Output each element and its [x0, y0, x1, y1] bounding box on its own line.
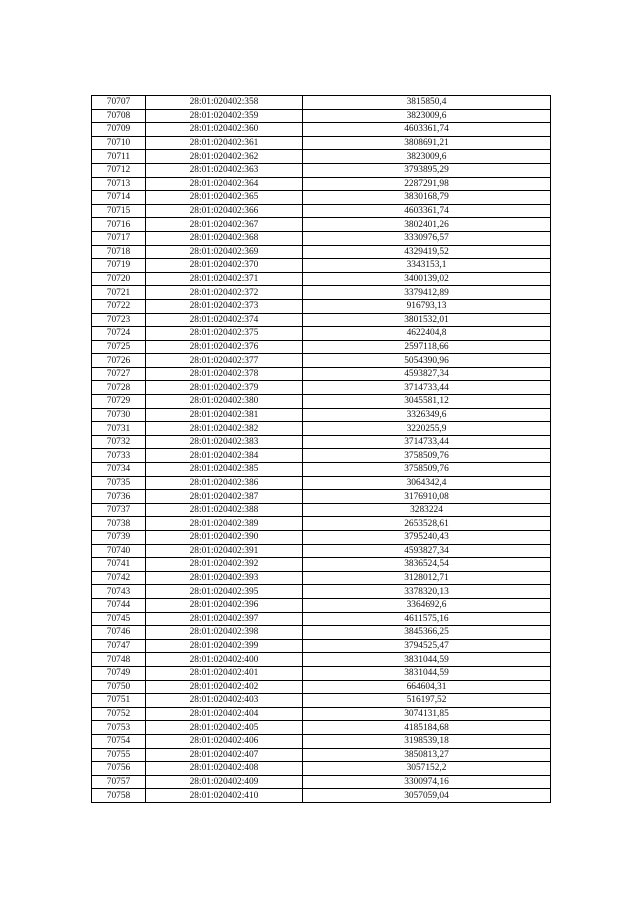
row-number-cell: 70736: [92, 490, 146, 504]
row-number-cell: 70710: [92, 136, 146, 150]
cadastral-value-cell: 3793895,29: [303, 163, 551, 177]
table-row: [92, 694, 551, 708]
cadastral-value-cell: 5054390,96: [303, 354, 551, 368]
cadastral-value-cell: 3220255,9: [303, 422, 551, 436]
table-row: [92, 422, 551, 436]
cadastral-number-cell: 28:01:020402:397: [146, 612, 303, 626]
cadastral-value-cell: 4603361,74: [303, 123, 551, 137]
cadastral-number-cell: 28:01:020402:391: [146, 544, 303, 558]
table-row: [92, 313, 551, 327]
cadastral-value-cell: 664604,31: [303, 680, 551, 694]
cadastral-number-cell: 28:01:020402:396: [146, 598, 303, 612]
table-row: [92, 435, 551, 449]
cadastral-number-cell: 28:01:020402:393: [146, 571, 303, 585]
cadastral-value-cell: 2287291,98: [303, 177, 551, 191]
cadastral-value-cell: 3128012,71: [303, 571, 551, 585]
row-number-cell: 70732: [92, 435, 146, 449]
table-row: [92, 490, 551, 504]
row-number-cell: 70737: [92, 503, 146, 517]
table-row: [92, 558, 551, 572]
cadastral-value-cell: 4329419,52: [303, 245, 551, 259]
cadastral-number-cell: 28:01:020402:364: [146, 177, 303, 191]
cadastral-value-cell: 3714733,44: [303, 435, 551, 449]
cadastral-number-cell: 28:01:020402:385: [146, 463, 303, 477]
table-row: [92, 626, 551, 640]
table-row: [92, 612, 551, 626]
cadastral-number-cell: 28:01:020402:369: [146, 245, 303, 259]
table-row: [92, 748, 551, 762]
table-row: [92, 191, 551, 205]
table-row: [92, 517, 551, 531]
cadastral-number-cell: 28:01:020402:409: [146, 775, 303, 789]
cadastral-number-cell: 28:01:020402:380: [146, 395, 303, 409]
cadastral-number-cell: 28:01:020402:381: [146, 408, 303, 422]
cadastral-value-cell: 4611575,16: [303, 612, 551, 626]
row-number-cell: 70744: [92, 598, 146, 612]
cadastral-number-cell: 28:01:020402:371: [146, 272, 303, 286]
table-row: [92, 259, 551, 273]
table-row: [92, 367, 551, 381]
cadastral-number-cell: 28:01:020402:376: [146, 340, 303, 354]
cadastral-value-cell: 3057152,2: [303, 762, 551, 776]
table-row: [92, 734, 551, 748]
table-row: [92, 653, 551, 667]
cadastral-value-cell: 3815850,4: [303, 96, 551, 110]
cadastral-number-cell: 28:01:020402:400: [146, 653, 303, 667]
row-number-cell: 70726: [92, 354, 146, 368]
cadastral-value-cell: 2597118,66: [303, 340, 551, 354]
table-row: [92, 762, 551, 776]
table-row: [92, 408, 551, 422]
cadastral-value-cell: 3378320,13: [303, 585, 551, 599]
row-number-cell: 70729: [92, 395, 146, 409]
table-row: [92, 286, 551, 300]
cadastral-value-cell: 3831044,59: [303, 666, 551, 680]
cadastral-number-cell: 28:01:020402:370: [146, 259, 303, 273]
cadastral-value-cell: 3830168,79: [303, 191, 551, 205]
row-number-cell: 70746: [92, 626, 146, 640]
cadastral-value-cell: 4603361,74: [303, 204, 551, 218]
row-number-cell: 70747: [92, 639, 146, 653]
table-row: [92, 544, 551, 558]
row-number-cell: 70743: [92, 585, 146, 599]
cadastral-value-cell: 4593827,34: [303, 367, 551, 381]
cadastral-value-cell: 3845366,25: [303, 626, 551, 640]
cadastral-number-cell: 28:01:020402:407: [146, 748, 303, 762]
cadastral-number-cell: 28:01:020402:401: [146, 666, 303, 680]
row-number-cell: 70720: [92, 272, 146, 286]
table-row: [92, 327, 551, 341]
row-number-cell: 70722: [92, 299, 146, 313]
cadastral-value-cell: 3714733,44: [303, 381, 551, 395]
cadastral-number-cell: 28:01:020402:375: [146, 327, 303, 341]
cadastral-number-cell: 28:01:020402:378: [146, 367, 303, 381]
cadastral-value-cell: 3198539,18: [303, 734, 551, 748]
row-number-cell: 70755: [92, 748, 146, 762]
row-number-cell: 70734: [92, 463, 146, 477]
cadastral-value-cell: 3300974,16: [303, 775, 551, 789]
cadastral-number-cell: 28:01:020402:372: [146, 286, 303, 300]
table-body: [92, 96, 551, 803]
table-row: [92, 136, 551, 150]
row-number-cell: 70714: [92, 191, 146, 205]
cadastral-value-cell: 3364692,6: [303, 598, 551, 612]
cadastral-number-cell: 28:01:020402:365: [146, 191, 303, 205]
cadastral-value-cell: 3326349,6: [303, 408, 551, 422]
table-row: [92, 109, 551, 123]
cadastral-number-cell: 28:01:020402:363: [146, 163, 303, 177]
row-number-cell: 70735: [92, 476, 146, 490]
row-number-cell: 70750: [92, 680, 146, 694]
cadastral-value-cell: 3831044,59: [303, 653, 551, 667]
cadastral-value-cell: 516197,52: [303, 694, 551, 708]
cadastral-number-cell: 28:01:020402:410: [146, 789, 303, 803]
cadastral-value-cell: 3850813,27: [303, 748, 551, 762]
cadastral-number-cell: 28:01:020402:359: [146, 109, 303, 123]
cadastral-value-cell: 3801532,01: [303, 313, 551, 327]
table-row: [92, 231, 551, 245]
cadastral-number-cell: 28:01:020402:402: [146, 680, 303, 694]
row-number-cell: 70711: [92, 150, 146, 164]
table-row: [92, 299, 551, 313]
row-number-cell: 70740: [92, 544, 146, 558]
table-row: [92, 571, 551, 585]
row-number-cell: 70748: [92, 653, 146, 667]
row-number-cell: 70713: [92, 177, 146, 191]
cadastral-number-cell: 28:01:020402:362: [146, 150, 303, 164]
row-number-cell: 70728: [92, 381, 146, 395]
row-number-cell: 70753: [92, 721, 146, 735]
table-row: [92, 476, 551, 490]
cadastral-number-cell: 28:01:020402:387: [146, 490, 303, 504]
row-number-cell: 70742: [92, 571, 146, 585]
cadastral-value-cell: 3802401,26: [303, 218, 551, 232]
cadastral-number-cell: 28:01:020402:390: [146, 531, 303, 545]
cadastral-number-cell: 28:01:020402:368: [146, 231, 303, 245]
cadastral-value-cell: 4185184,68: [303, 721, 551, 735]
cadastral-value-cell: 3379412,89: [303, 286, 551, 300]
table-row: [92, 150, 551, 164]
table-row: [92, 531, 551, 545]
row-number-cell: 70733: [92, 449, 146, 463]
table-row: [92, 503, 551, 517]
row-number-cell: 70730: [92, 408, 146, 422]
cadastral-number-cell: 28:01:020402:383: [146, 435, 303, 449]
cadastral-value-cell: 916793,13: [303, 299, 551, 313]
table-row: [92, 177, 551, 191]
table-row: [92, 272, 551, 286]
row-number-cell: 70723: [92, 313, 146, 327]
cadastral-number-cell: 28:01:020402:360: [146, 123, 303, 137]
row-number-cell: 70727: [92, 367, 146, 381]
row-number-cell: 70741: [92, 558, 146, 572]
table-row: [92, 395, 551, 409]
table-row: [92, 775, 551, 789]
cadastral-number-cell: 28:01:020402:361: [146, 136, 303, 150]
row-number-cell: 70758: [92, 789, 146, 803]
cadastral-value-cell: 3400139,02: [303, 272, 551, 286]
cadastral-value-cell: 3836524,54: [303, 558, 551, 572]
cadastral-value-cell: 4622404,8: [303, 327, 551, 341]
row-number-cell: 70709: [92, 123, 146, 137]
cadastral-number-cell: 28:01:020402:382: [146, 422, 303, 436]
row-number-cell: 70718: [92, 245, 146, 259]
row-number-cell: 70715: [92, 204, 146, 218]
row-number-cell: 70754: [92, 734, 146, 748]
row-number-cell: 70717: [92, 231, 146, 245]
cadastral-number-cell: 28:01:020402:358: [146, 96, 303, 110]
cadastral-number-cell: 28:01:020402:377: [146, 354, 303, 368]
cadastral-value-cell: 3794525,47: [303, 639, 551, 653]
cadastral-value-cell: 3283224: [303, 503, 551, 517]
table-row: [92, 449, 551, 463]
cadastral-number-cell: 28:01:020402:406: [146, 734, 303, 748]
row-number-cell: 70756: [92, 762, 146, 776]
cadastral-value-cell: 3064342,4: [303, 476, 551, 490]
table-row: [92, 163, 551, 177]
table-row: [92, 598, 551, 612]
table-row: [92, 340, 551, 354]
row-number-cell: 70724: [92, 327, 146, 341]
table-row: [92, 639, 551, 653]
cadastral-value-cell: 3045581,12: [303, 395, 551, 409]
cadastral-value-cell: 2653528,61: [303, 517, 551, 531]
cadastral-value-cell: 4593827,34: [303, 544, 551, 558]
cadastral-number-cell: 28:01:020402:395: [146, 585, 303, 599]
cadastral-number-cell: 28:01:020402:386: [146, 476, 303, 490]
cadastral-number-cell: 28:01:020402:366: [146, 204, 303, 218]
cadastral-value-cell: 3823009,6: [303, 109, 551, 123]
row-number-cell: 70725: [92, 340, 146, 354]
table-row: [92, 123, 551, 137]
row-number-cell: 70707: [92, 96, 146, 110]
row-number-cell: 70745: [92, 612, 146, 626]
table-row: [92, 680, 551, 694]
row-number-cell: 70719: [92, 259, 146, 273]
cadastral-number-cell: 28:01:020402:404: [146, 707, 303, 721]
table-row: [92, 721, 551, 735]
cadastral-value-cell: 3808691,21: [303, 136, 551, 150]
table-row: [92, 585, 551, 599]
cadastral-number-cell: 28:01:020402:374: [146, 313, 303, 327]
table-row: [92, 707, 551, 721]
table-row: [92, 666, 551, 680]
table-row: [92, 789, 551, 803]
row-number-cell: 70757: [92, 775, 146, 789]
row-number-cell: 70712: [92, 163, 146, 177]
cadastral-number-cell: 28:01:020402:384: [146, 449, 303, 463]
cadastral-number-cell: 28:01:020402:405: [146, 721, 303, 735]
cadastral-number-cell: 28:01:020402:408: [146, 762, 303, 776]
row-number-cell: 70739: [92, 531, 146, 545]
table-row: [92, 218, 551, 232]
row-number-cell: 70738: [92, 517, 146, 531]
cadastral-value-cell: 3330976,57: [303, 231, 551, 245]
cadastral-number-cell: 28:01:020402:403: [146, 694, 303, 708]
table-row: [92, 96, 551, 110]
cadastral-number-cell: 28:01:020402:392: [146, 558, 303, 572]
table-row: [92, 381, 551, 395]
cadastral-value-cell: 3758509,76: [303, 449, 551, 463]
row-number-cell: 70751: [92, 694, 146, 708]
cadastral-value-cell: 3176910,08: [303, 490, 551, 504]
table-row: [92, 204, 551, 218]
cadastral-number-cell: 28:01:020402:388: [146, 503, 303, 517]
cadastral-value-table: [91, 95, 551, 803]
cadastral-value-cell: 3758509,76: [303, 463, 551, 477]
cadastral-value-cell: 3057059,04: [303, 789, 551, 803]
cadastral-number-cell: 28:01:020402:379: [146, 381, 303, 395]
cadastral-number-cell: 28:01:020402:367: [146, 218, 303, 232]
cadastral-value-cell: 3823009,6: [303, 150, 551, 164]
row-number-cell: 70749: [92, 666, 146, 680]
row-number-cell: 70731: [92, 422, 146, 436]
table-row: [92, 354, 551, 368]
row-number-cell: 70708: [92, 109, 146, 123]
table-row: [92, 245, 551, 259]
cadastral-number-cell: 28:01:020402:373: [146, 299, 303, 313]
table-row: [92, 463, 551, 477]
row-number-cell: 70721: [92, 286, 146, 300]
cadastral-number-cell: 28:01:020402:399: [146, 639, 303, 653]
row-number-cell: 70752: [92, 707, 146, 721]
cadastral-number-cell: 28:01:020402:389: [146, 517, 303, 531]
cadastral-number-cell: 28:01:020402:398: [146, 626, 303, 640]
cadastral-value-cell: 3074131,85: [303, 707, 551, 721]
cadastral-value-cell: 3795240,43: [303, 531, 551, 545]
cadastral-value-cell: 3343153,1: [303, 259, 551, 273]
row-number-cell: 70716: [92, 218, 146, 232]
